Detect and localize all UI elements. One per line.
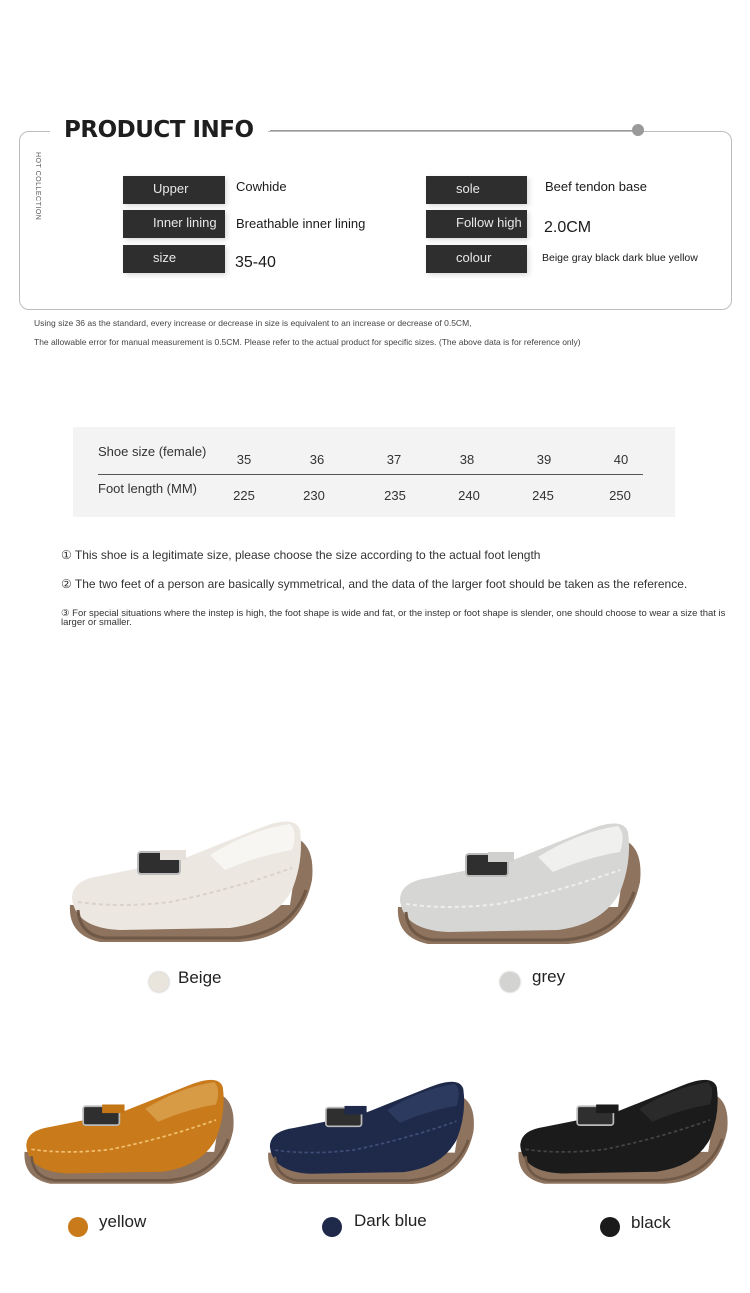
swatch-grey [500, 972, 520, 992]
swatch-black [600, 1217, 620, 1237]
value-size: 35-40 [235, 254, 276, 271]
value-colour: Beige gray black dark blue yellow [542, 252, 698, 264]
label-colour: colour [426, 245, 527, 273]
value-sole: Beef tendon base [545, 179, 647, 194]
size-cell: 36 [309, 452, 325, 467]
swatch-beige [149, 972, 169, 992]
title-dot [632, 124, 644, 136]
size-cell: 39 [536, 452, 552, 467]
instruction-1: ① This shoe is a legitimate size, please choose the size according to the actual foot length [61, 548, 541, 562]
length-cell: 230 [303, 488, 325, 503]
label-follow-high: Follow high [426, 210, 527, 238]
length-cell: 235 [384, 488, 406, 503]
color-label-beige: Beige [178, 968, 222, 987]
size-cell: 37 [386, 452, 402, 467]
size-cell: 35 [236, 452, 252, 467]
size-cell: 38 [459, 452, 475, 467]
shoe-grey-image [388, 812, 648, 957]
label-sole: sole [426, 176, 527, 204]
size-table [73, 427, 675, 517]
color-label-black: black [631, 1213, 671, 1232]
shoe-black-image [504, 1070, 740, 1195]
label-size: size [123, 245, 225, 273]
table-divider [98, 474, 643, 475]
row-label-shoe-size: Shoe size (female) [98, 444, 207, 459]
product-info-title: PRODUCT INFO [50, 114, 268, 146]
instruction-2: ② The two feet of a person are basically symmetrical, and the data of the larger foot should be taken as the reference. [61, 577, 688, 591]
color-label-grey: grey [532, 967, 566, 986]
swatch-dark-blue [322, 1217, 342, 1237]
swatch-yellow [68, 1217, 88, 1237]
value-follow-high: 2.0CM [544, 219, 592, 236]
note-standard: Using size 36 as the standard, every increase or decrease in size is equivalent to an increase or decrease of 0.5CM, [34, 318, 472, 328]
length-cell: 245 [532, 488, 554, 503]
value-inner-lining: Breathable inner lining [236, 216, 366, 231]
length-cell: 225 [233, 488, 255, 503]
shoe-beige-image [60, 810, 320, 955]
shoe-dark-blue-image [252, 1072, 488, 1195]
row-label-foot-length: Foot length (MM) [98, 481, 197, 496]
side-caption: HOT COLLECTION [34, 152, 41, 221]
note-error: The allowable error for manual measurement is 0.5CM. Please refer to the actual product for specific sizes. (The above data is for reference only) [34, 337, 581, 347]
size-cell: 40 [613, 452, 629, 467]
length-cell: 250 [609, 488, 631, 503]
title-divider [270, 130, 638, 131]
color-label-dark-blue: Dark blue [354, 1211, 427, 1230]
color-label-yellow: yellow [99, 1212, 147, 1231]
value-upper: Cowhide [236, 179, 287, 194]
label-upper: Upper [123, 176, 225, 204]
label-inner-lining: Inner lining [123, 210, 225, 238]
shoe-yellow-image [8, 1070, 248, 1195]
length-cell: 240 [458, 488, 480, 503]
instruction-3: ③ For special situations where the instep is high, the foot shape is wide and fat, or the instep or foot shape is slender, one should choose to wear a size that is larger or smaller. [61, 608, 726, 628]
